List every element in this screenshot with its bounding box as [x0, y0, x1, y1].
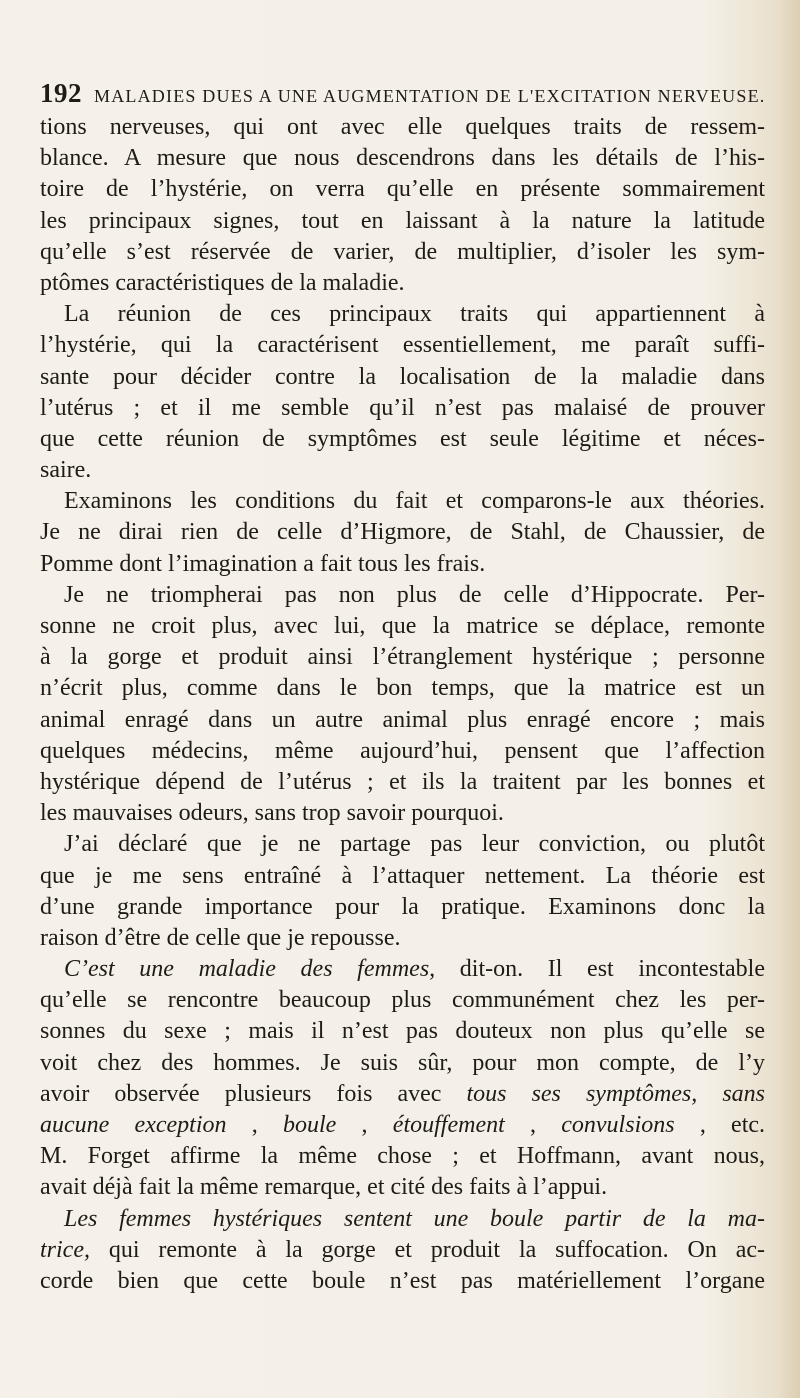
text-line: sonnes du sexe ; mais il n’est pas douteux non plus qu’elle se — [40, 1018, 765, 1045]
italic-phrase: C’est une maladie des femmes, — [64, 956, 436, 983]
text-line: La réunion de ces principaux traits qui appartiennent à — [64, 301, 765, 328]
text-line: avait déjà fait la même remarque, et cité des faits à l’appui. — [40, 1174, 608, 1201]
text-line: d’une grande importance pour la pratique. Examinons donc la — [40, 893, 765, 920]
text-line: animal enragé dans un autre animal plus enragé encore ; mais — [40, 706, 765, 733]
text-line: qu’elle se rencontre beaucoup plus communément chez les per- — [40, 987, 765, 1014]
text-line: quelques médecins, même aujourd’hui, pensent que l’affection — [40, 737, 765, 764]
text-line — [40, 1110, 765, 1141]
text-line — [40, 1235, 765, 1266]
text-line: ptômes caractéristiques de la maladie. — [40, 269, 405, 296]
text-line: que je me sens entraîné à l’attaquer nettement. La théorie est — [40, 862, 765, 889]
text-run: avoir observée plusieurs fois avec — [40, 1080, 467, 1107]
text-run: , — [504, 1112, 562, 1138]
text-line: Je ne dirai rien de celle d’Higmore, de Stahl, de Chaussier, de — [40, 519, 765, 546]
text-line: M. Forget affirme la même chose ; et Hoffmann, avant nous, — [40, 1143, 765, 1170]
text-line: corde bien que cette boule n’est pas matériellement l’organe — [40, 1267, 765, 1294]
paragraph-6 — [40, 954, 765, 1204]
text-line: n’écrit plus, comme dans le bon temps, que la matrice est un — [40, 675, 765, 702]
text-run: dit-on. Il est incontestable — [435, 956, 765, 983]
italic-phrase: trice, — [40, 1236, 90, 1263]
text-line: les principaux signes, tout en laissant à la nature la latitude — [40, 207, 765, 234]
text-line: hystérique dépend de l’utérus ; et ils la traitent par les bonnes et — [40, 768, 765, 795]
text-line: que cette réunion de symptômes est seule légitime et néces- — [40, 425, 765, 452]
text-line: toire de l’hystérie, on verra qu’elle en présente sommairement — [40, 176, 765, 203]
text-line: sante pour décider contre la localisation de la maladie dans — [40, 363, 765, 390]
italic-phrase: aucune exception — [40, 1112, 227, 1138]
text-run: , — [336, 1112, 393, 1138]
text-line: Examinons les conditions du fait et comparons-le aux théories. — [64, 488, 765, 515]
paragraph-5 — [40, 829, 765, 954]
page-header — [40, 78, 766, 112]
paragraph-2 — [40, 299, 765, 486]
page-number: 192 — [40, 78, 82, 108]
text-line: l’hystérie, qui la caractérisent essentiellement, me paraît suffi- — [40, 332, 765, 359]
text-line: à la gorge et produit ainsi l’étranglement hystérique ; personne — [40, 644, 765, 671]
paragraph-3 — [40, 486, 765, 580]
text-line: Je ne triompherai pas non plus de celle d’Hippocrate. Per- — [64, 581, 765, 608]
text-line: sonne ne croit plus, avec lui, que la matrice se déplace, remonte — [40, 613, 765, 639]
text-line: qu’elle s’est réservée de varier, de multiplier, d’isoler les sym- — [40, 238, 765, 265]
text-line — [40, 954, 765, 985]
text-run: qui remonte à la gorge et produit la suffocation. On ac- — [89, 1236, 765, 1263]
paragraph-1 — [40, 112, 765, 299]
italic-phrase: étouffement — [392, 1112, 505, 1138]
text-line: Pomme dont l’imagination a fait tous les frais. — [40, 550, 486, 577]
italic-phrase: tous ses symptômes, sans — [466, 1080, 765, 1107]
text-line — [40, 1079, 765, 1110]
text-line: voit chez des hommes. Je suis sûr, pour mon compte, de l’y — [40, 1049, 765, 1076]
page-edge-shadow — [778, 0, 800, 1398]
text-line: J’ai déclaré que je ne partage pas leur conviction, ou plutôt — [64, 831, 765, 858]
text-line: saire. — [40, 457, 92, 484]
text-line: raison d’être de celle que je repousse. — [40, 924, 401, 951]
italic-phrase: convulsions — [561, 1112, 675, 1138]
text-line: blance. A mesure que nous descendrons dans les détails de l’his- — [40, 145, 765, 172]
text-line: l’utérus ; et il me semble qu’il n’est pas malaisé de prouver — [40, 394, 765, 421]
text-line: les mauvaises odeurs, sans trop savoir pourquoi. — [40, 800, 504, 827]
text-line: Les femmes hystériques sentent une boule partir de la ma- — [64, 1205, 765, 1232]
text-run: , etc. — [674, 1112, 766, 1138]
paragraph-4 — [40, 580, 765, 830]
running-title: MALADIES DUES A UNE AUGMENTATION DE L'EXCITATION NERVEUSE. — [94, 86, 766, 106]
body-text — [40, 112, 765, 1297]
text-run: , — [226, 1112, 283, 1138]
text-line: tions nerveuses, qui ont avec elle quelques traits de ressem- — [40, 114, 765, 140]
paragraph-7 — [40, 1204, 765, 1298]
italic-phrase: boule — [282, 1112, 337, 1138]
